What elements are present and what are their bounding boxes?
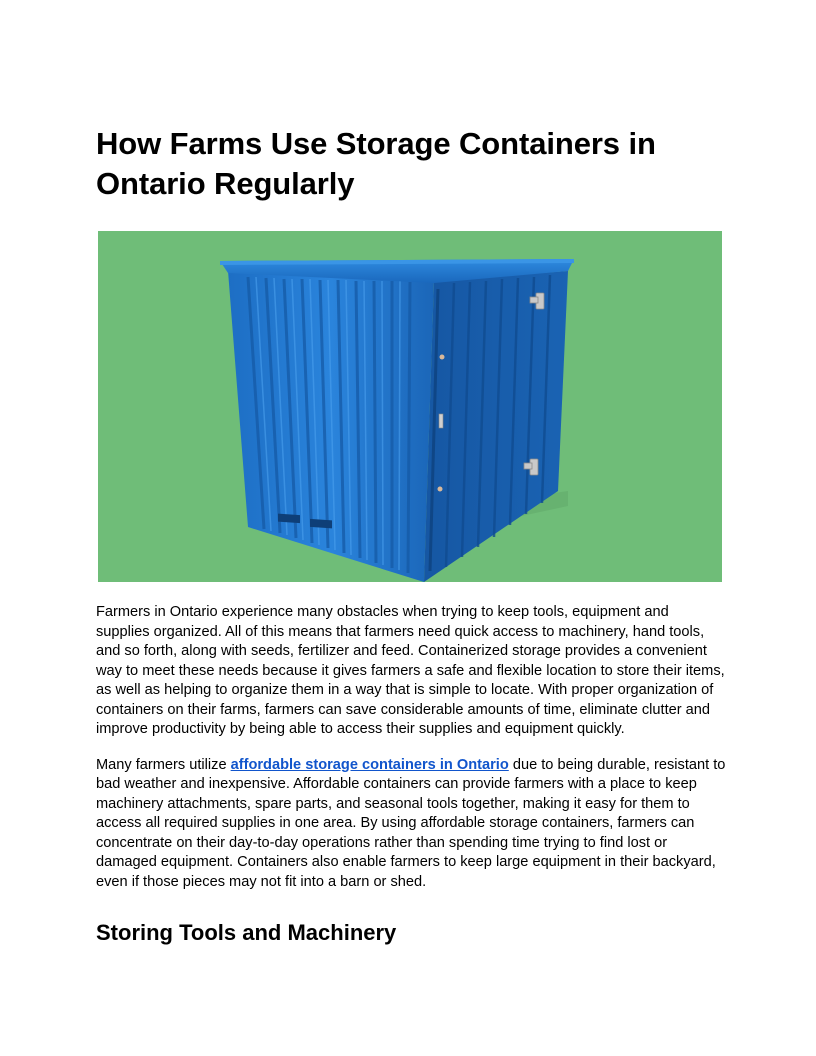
document-page [96, 124, 726, 948]
paragraph-text-after-link: due to being durable, resistant to bad weather and inexpensive. Affordable containers can provide farmers with a place to keep machinery attachments, spare parts, and seasonal tools together, making it easy for them to access all required supplies in one area. By using affordable storage containers, farmers can concentrate on their day-to-day operations rather than spending time trying to find lost or damaged equipment. Containers also enable farmers to keep large equipment in their backyard, even if those pieces may not fit into a barn or shed. [96, 756, 726, 890]
hero-image [98, 231, 722, 582]
article-title: How Farms Use Storage Containers in Ontario Regularly [96, 126, 656, 201]
section-heading: Storing Tools and Machinery [96, 920, 397, 945]
affordable-containers-paragraph [96, 756, 726, 893]
storage-container-illustration [98, 231, 722, 582]
paragraph-text-before-link: Many farmers utilize [96, 756, 231, 773]
affordable-storage-containers-link[interactable]: affordable storage containers in Ontario [230, 756, 509, 773]
intro-paragraph: Farmers in Ontario experience many obstacles when trying to keep tools, equipment and supplies organized. All of this means that farmers need quick access to machinery, hand tools, and so forth, along with seeds, fertilizer and feed. Containerized storage provides a convenient way to meet these needs because it gives farmers a safe and flexible location to store their items, as well as helping to organize them in a way that is simple to locate. With proper organization of containers on their farms, farmers can save considerable amounts of time, eliminate clutter and improve productivity by being able to access their supplies and equipment quickly. [96, 604, 725, 737]
